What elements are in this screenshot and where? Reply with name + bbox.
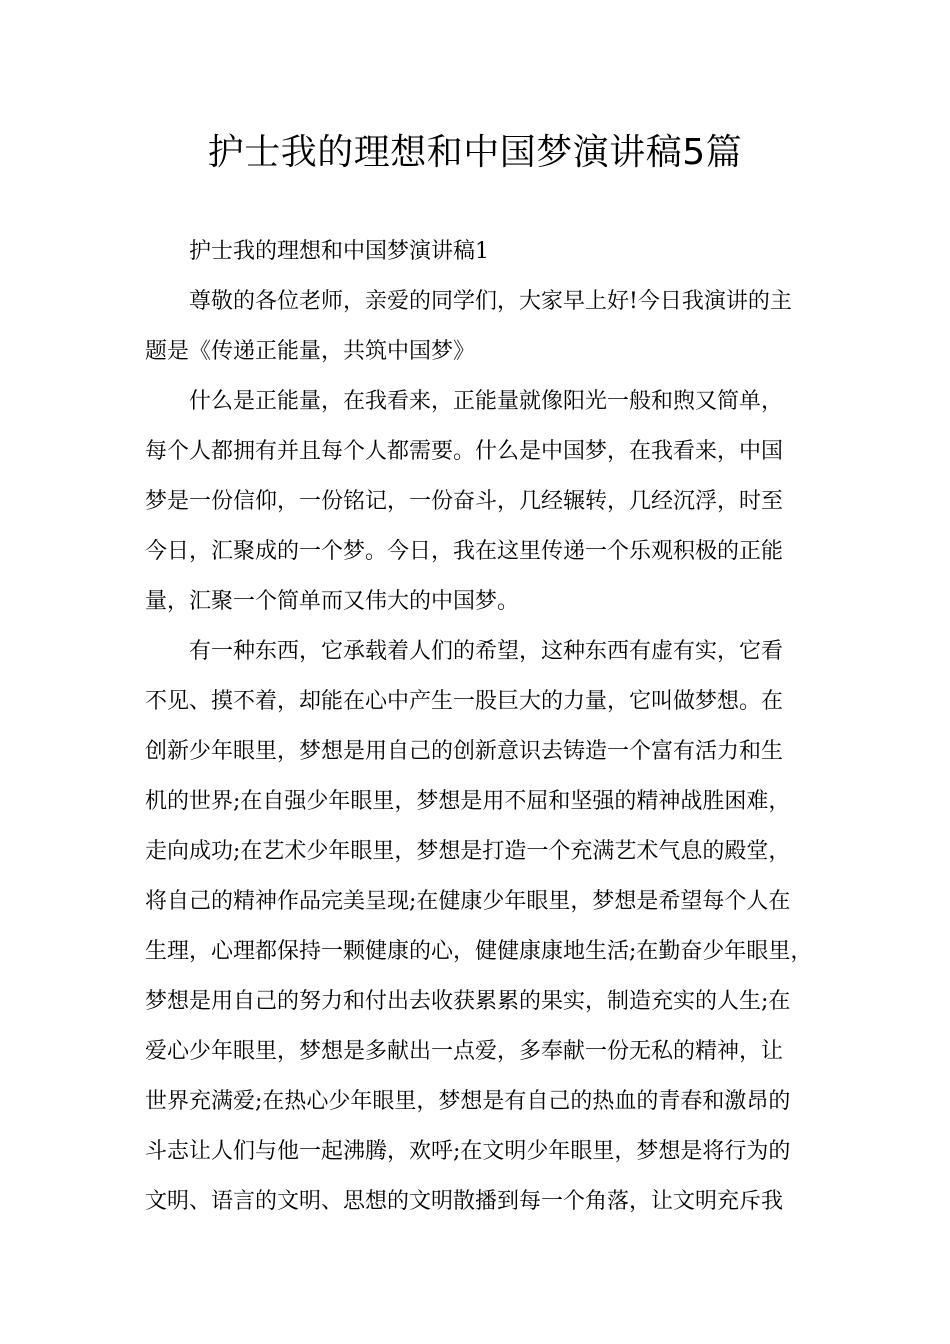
paragraph-line: 梦是一份信仰，一份铭记，一份奋斗，几经辗转，几经沉浮，时至	[145, 489, 784, 514]
paragraph-line: 每个人都拥有并且每个人都需要。什么是中国梦，在我看来，中国	[145, 439, 784, 464]
document-body	[145, 227, 825, 1227]
paragraph-line: 世界充满爱;在热心少年眼里，梦想是有自己的热血的青春和激昂的	[145, 1089, 791, 1114]
paragraph-line: 机的世界;在自强少年眼里，梦想是用不屈和坚强的精神战胜困难，	[145, 789, 791, 814]
paragraph-line: 今日，汇聚成的一个梦。今日，我在这里传递一个乐观积极的正能	[145, 539, 784, 564]
paragraph-line: 文明、语言的文明、思想的文明散播到每一个角落，让文明充斥我	[145, 1189, 784, 1214]
paragraph-dreams	[145, 627, 825, 1227]
paragraph-positive-energy	[145, 377, 825, 627]
paragraph-greeting	[145, 277, 825, 377]
paragraph-line: 尊敬的各位老师，亲爱的同学们，大家早上好!今日我演讲的主	[189, 289, 792, 314]
paragraph-line: 有一种东西，它承载着人们的希望，这种东西有虚有实，它看	[189, 639, 784, 664]
paragraph-line: 将自己的精神作品完美呈现;在健康少年眼里，梦想是希望每个人在	[145, 889, 791, 914]
paragraph-line: 走向成功;在艺术少年眼里，梦想是打造一个充满艺术气息的殿堂，	[145, 839, 791, 864]
paragraph-line: 创新少年眼里，梦想是用自己的创新意识去铸造一个富有活力和生	[145, 739, 784, 764]
section-heading: 护士我的理想和中国梦演讲稿1	[189, 239, 489, 264]
paragraph-line: 题是《传递正能量，共筑中国梦》	[145, 339, 476, 364]
paragraph-line: 斗志让人们与他一起沸腾，欢呼;在文明少年眼里，梦想是将行为的	[145, 1139, 791, 1164]
paragraph-line: 量，汇聚一个简单而又伟大的中国梦。	[145, 589, 520, 614]
paragraph-line: 不见、摸不着，却能在心中产生一股巨大的力量，它叫做梦想。在	[145, 689, 784, 714]
document-title: 护士我的理想和中国梦演讲稿5篇	[207, 132, 743, 173]
paragraph-line: 生理，心理都保持一颗健康的心，健健康康地生活;在勤奋少年眼里，	[145, 939, 813, 964]
paragraph-line: 梦想是用自己的努力和付出去收获累累的果实，制造充实的人生;在	[145, 989, 791, 1014]
paragraph-line: 爱心少年眼里，梦想是多献出一点爱，多奉献一份无私的精神，让	[145, 1039, 784, 1064]
paragraph-line: 什么是正能量，在我看来，正能量就像阳光一般和煦又简单，	[189, 389, 784, 414]
